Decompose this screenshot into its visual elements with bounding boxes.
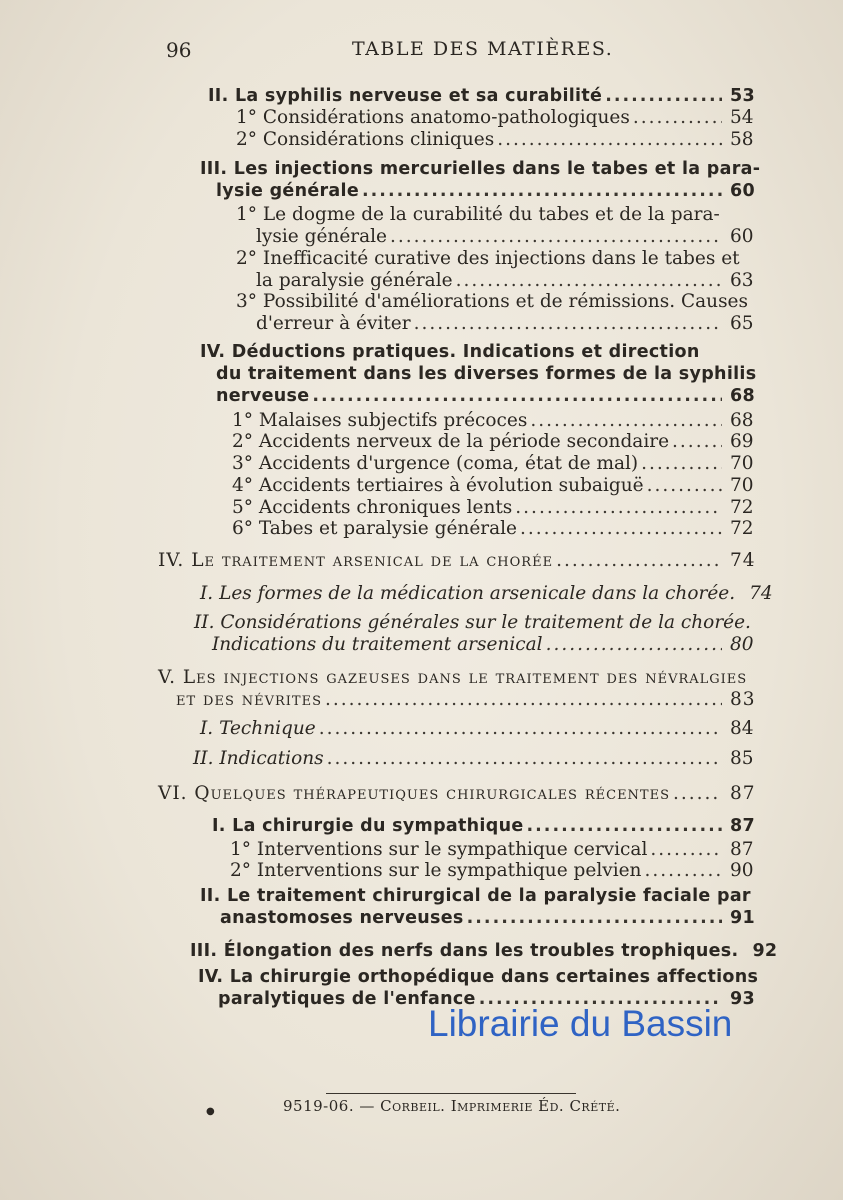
toc-heading: IV. La chirurgie orthopédique dans certaines affections <box>198 967 759 987</box>
toc-entry: II. Indications ..... 85 <box>193 748 758 770</box>
toc-entry: Indications du traitement arsenical ..... 80 <box>212 634 758 656</box>
page-header <box>0 38 843 68</box>
printer-imprint: 9519-06. — Corbeil. Imprimerie Éd. Crété. <box>283 1097 621 1115</box>
running-title: TABLE DES MATIÈRES. <box>352 38 614 60</box>
toc-entry: lysie générale ..... 60 <box>216 180 758 202</box>
toc-entry: 2° Interventions sur le sympathique pelvien ..... 90 <box>230 860 758 882</box>
toc-entry: I. La chirurgie du sympathique ..... 87 <box>212 815 758 837</box>
toc-chapter: VI. Quelques thérapeutiques chirurgicales récentes ..... 87 <box>158 783 758 805</box>
toc-entry: et des névrites ..... 83 <box>176 689 758 711</box>
toc-entry-text: II. Considérations générales sur le traitement de la chorée. <box>194 612 751 633</box>
toc-entry: I. Technique ..... 84 <box>200 718 758 740</box>
toc-entry: nerveuse ..... 68 <box>216 385 758 407</box>
toc-entry: 1° Interventions sur le sympathique cervical ..... 87 <box>230 839 758 861</box>
toc-entry: II. La syphilis nerveuse et sa curabilité ..... 53 <box>208 85 758 107</box>
toc-entry: lysie générale ..... 60 <box>256 226 758 248</box>
toc-heading: II. Le traitement chirurgical de la paralysie faciale par <box>200 886 751 906</box>
toc-entry: anastomoses nerveuses ..... 91 <box>220 907 758 929</box>
toc-entry: 1° Considérations anatomo-pathologiques ..... 54 <box>236 107 758 129</box>
toc-entry: I. Les formes de la médication arsenicale dans la chorée. 74 <box>200 583 773 604</box>
toc-entry: 1° Malaises subjectifs précoces ..... 68 <box>232 410 758 432</box>
toc-entry-text: 3° Possibilité d'améliorations et de rémissions. Causes <box>236 291 749 312</box>
toc-entry: 2° Accidents nerveux de la période secondaire ..... 69 <box>232 431 758 453</box>
toc-entry: III. Élongation des nerfs dans les troubles trophiques. 92 <box>190 941 778 961</box>
toc-entry: la paralysie générale ..... 63 <box>256 270 758 292</box>
page-number: 96 <box>166 38 192 62</box>
toc-entry: paralytiques de l'enfance ..... 93 <box>218 988 758 1010</box>
toc-heading: du traitement dans les diverses formes de la syphilis <box>216 364 757 384</box>
toc-entry-text: 2° Inefficacité curative des injections dans le tabes et <box>236 248 740 269</box>
toc-chapter: IV. Le traitement arsenical de la chorée ..... 74 <box>158 550 758 572</box>
toc-entry: 6° Tabes et paralysie générale ..... 72 <box>232 518 758 540</box>
toc-heading: III. Les injections mercurielles dans le tabes et la para- <box>200 159 761 179</box>
toc-entry: 4° Accidents tertiaires à évolution subaiguë ..... 70 <box>232 475 758 497</box>
toc-entry: 3° Accidents d'urgence (coma, état de mal) ..... 70 <box>232 453 758 475</box>
toc-entry: 5° Accidents chroniques lents ..... 72 <box>232 497 758 519</box>
toc-chapter: V. Les injections gazeuses dans le traitement des névralgies <box>158 667 748 688</box>
footer-rule <box>326 1093 576 1094</box>
watermark-text: Librairie du Bassin <box>428 1003 733 1044</box>
toc-entry: 2° Considérations cliniques ..... 58 <box>236 129 758 151</box>
toc-entry-text: 1° Le dogme de la curabilité du tabes et de la para- <box>236 204 720 225</box>
toc-heading: IV. Déductions pratiques. Indications et direction <box>200 342 700 362</box>
toc-entry: d'erreur à éviter ..... 65 <box>256 313 758 335</box>
ink-speck: ● <box>206 1106 215 1117</box>
